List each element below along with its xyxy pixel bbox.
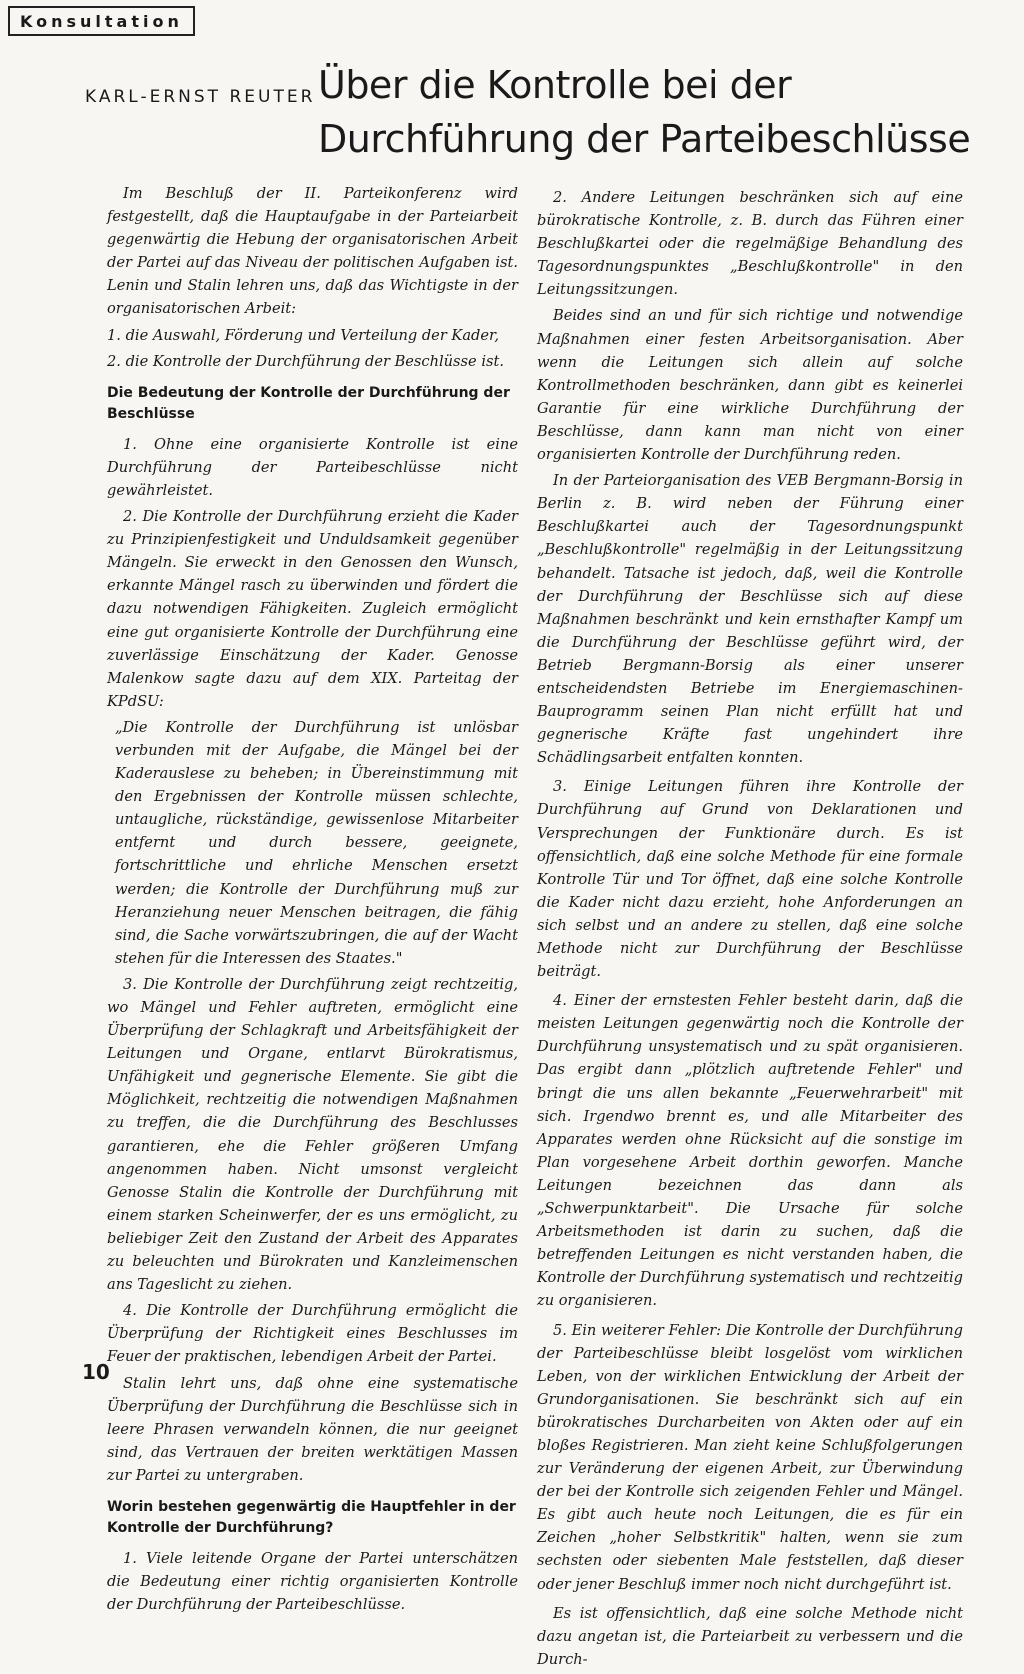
intro-paragraph: Im Beschluß der II. Parteikonferenz wird festgestellt, daß die Hauptaufgabe in der Parteiarbeit gegenwärtig die Hebung der organisatorischen Arbeit der Partei auf das Niveau der politischen Aufgaben ist. Lenin und Stalin lehren uns, daß das Wichtigste in der organisatorischen Arbeit: [107, 185, 518, 318]
paragraph: 2. Andere Leitungen beschränken sich auf eine bürokratische Kontrolle, z. B. durch das Führen einer Beschlußkartei oder die regelmäßige Behandlung des Tagesordnungspunktes „Beschlußkontrolle" in den Leitungssitzungen. [537, 189, 963, 299]
article-title: Über die Kontrolle bei der Durchführung der Parteibeschlüsse [318, 63, 971, 161]
paragraph: Es ist offensichtlich, daß eine solche Methode nicht dazu angetan ist, die Parteiarbeit zu verbessern und die Durch- [537, 1604, 963, 1668]
paragraph: Beides sind an und für sich richtige und notwendige Maßnahmen einer festen Arbeitsorganisation. Aber wenn die Leitungen sich allein auf solche Kontrollmethoden beschränken, dann gibt es keinerlei Garantie für eine wirkliche Durchführung der Beschlüsse, dann kann man nicht von einer organisierten Kontrolle der Durchführung reden. [537, 307, 963, 464]
paragraph: 4. Die Kontrolle der Durchführung ermöglicht die Überprüfung der Richtigkeit eines Beschlusses im Feuer der praktischen, lebendigen Arbeit der Partei. [107, 1302, 518, 1366]
section-heading: Worin bestehen gegenwärtig die Hauptfehler in der Kontrolle der Durchführung? [107, 1498, 516, 1536]
paragraph: 3. Einige Leitungen führen ihre Kontrolle der Durchführung auf Grund von Deklarationen und Versprechungen der Funktionäre durch. Es ist offensichtlich, daß eine solche Methode für eine formale Kontrolle Tür und Tor öffnet, daß eine solche Kontrolle die Kader nicht dazu erzieht, hohe Anforderungen an sich selbst und an andere zu stellen, daß eine solche Methode nicht zur Durchführung der Beschlüsse beiträgt. [537, 778, 963, 981]
left-column [107, 182, 518, 1619]
paragraph: 4. Einer der ernstesten Fehler besteht darin, daß die meisten Leitungen gegenwärtig noch die Kontrolle der Durchführung unsystematisch und zu spät organisieren. Das ergibt dann „plötzlich auftretende Fehler" und bringt die uns allen bekannte „Feuerwehrarbeit" mit sich. Irgendwo brennt es, und alle Mitarbeiter des Apparates werden ohne Rücksicht auf die sonstige im Plan vorgesehene Arbeit dorthin geworfen. Manche Leitungen bezeichnen das dann als „Schwerpunktarbeit". Die Ursache für solche Arbeitsmethoden ist darin zu suchen, daß die betreffenden Leitungen es nicht verstanden haben, die Kontrolle der Durchführung systematisch und rechtzeitig zu organisieren. [537, 992, 963, 1310]
author-name: KARL-ERNST REUTER [85, 87, 316, 107]
paragraph: 5. Ein weiterer Fehler: Die Kontrolle der Durchführung der Parteibeschlüsse bleibt losgelöst vom wirklichen Leben, von der wirklichen Entwicklung der Arbeit der Grundorganisationen. Sie beschränkt sich auf ein bürokratisches Durcharbeiten von Akten oder auf ein bloßes Registrieren. Man zieht keine Schlußfolgerungen zur Veränderung der eigenen Arbeit, zur Überwindung der bei der Kontrolle sich zeigenden Fehler und Mängel. Es gibt auch heute noch Leitungen, die es für ein Zeichen „hoher Selbstkritik" halten, wenn sie zum sechsten oder siebenten Male feststellen, daß dieser oder jener Beschluß immer noch nicht durchgeführt ist. [537, 1321, 963, 1593]
paragraph: Stalin lehrt uns, daß ohne eine systematische Überprüfung der Durchführung die Beschlüsse sich in leere Phrasen verwandeln können, die nur geeignet sind, das Vertrauen der breiten werktätigen Massen zur Partei zu untergraben. [107, 1374, 518, 1484]
paragraph: 3. Die Kontrolle der Durchführung zeigt rechtzeitig, wo Mängel und Fehler auftreten, ermöglicht eine Überprüfung der Schlagkraft und Arbeitsfähigkeit der Leitungen und Organe, entlarvt Bürokratismus, Unfähigkeit und gegnerische Elemente. Sie gibt die Möglichkeit, rechtzeitig die notwendigen Maßnahmen zu treffen, die die Durchführung des Beschlusses garantieren, ehe die Fehler größeren Umfang angenommen haben. Nicht umsonst vergleicht Genosse Stalin die Kontrolle der Durchführung mit einem starken Scheinwerfer, der es uns ermöglicht, zu beliebiger Zeit den Zustand der Arbeit des Apparates zu beleuchten und Bürokraten und Kanzleimenschen ans Tageslicht zu ziehen. [107, 975, 518, 1294]
page-number: 10 [82, 1360, 110, 1384]
right-column [537, 186, 963, 1674]
list-item: 2. die Kontrolle der Durchführung der Beschlüsse ist. [107, 352, 504, 370]
quote-text: „Die Kontrolle der Durchführung ist unlösbar verbunden mit der Aufgabe, die Mängel bei der Kaderauslese zu beheben; in Übereinstimmung mit den Ergebnissen der Kontrolle müssen schlechte, untaugliche, rückständige, gewissenlose Mitarbeiter entfernt und durch bessere, geeignete, fortschrittliche und ehrliche Menschen ersetzt werden; die Kontrolle der Durchführung muß zur Heranziehung neuer Menschen beitragen, die fähig sind, die Sache vorwärtszubringen, die auf der Wacht stehen für die Interessen des Staates." [115, 718, 518, 967]
section-heading: Die Bedeutung der Kontrolle der Durchführung der Beschlüsse [107, 384, 510, 422]
paragraph: In der Parteiorganisation des VEB Bergmann-Borsig in Berlin z. B. wird neben der Führung einer Beschlußkartei auch der Tagesordnungspunkt „Beschlußkontrolle" regelmäßig in der Leitungssitzung behandelt. Tatsache ist jedoch, daß, weil die Kontrolle der Durchführung der Beschlüsse sich auf diese Maßnahmen beschränkt und kein ernsthafter Kampf um die Durchführung der Beschlüsse geführt wird, der Betrieb Bergmann-Borsig als einer unserer entscheidendsten Betriebe im Energiemaschinen-Bauprogramm seinen Plan nicht erfüllt hat und gegnerische Kräfte fast ungehindert ihre Schädlingsarbeit entfalten konnten. [537, 472, 963, 767]
paragraph: 1. Viele leitende Organe der Partei unterschätzen die Bedeutung einer richtig organisierten Kontrolle der Durchführung der Parteibeschlüsse. [107, 1549, 518, 1614]
block-quote [107, 716, 518, 970]
list-item: 1. die Auswahl, Förderung und Verteilung der Kader, [107, 326, 500, 344]
section-label: Konsultation [8, 6, 195, 36]
paragraph: 1. Ohne eine organisierte Kontrolle ist eine Durchführung der Parteibeschlüsse nicht gewährleistet. [107, 435, 518, 499]
paragraph: 2. Die Kontrolle der Durchführung erzieht die Kader zu Prinzipienfestigkeit und Unduldsamkeit gegenüber Mängeln. Sie erweckt in den Genossen den Wunsch, erkannte Mängel rasch zu überwinden und fördert die dazu notwendigen Fähigkeiten. Zugleich ermöglicht eine gut organisierte Kontrolle der Durchführung eine zuverlässige Einschätzung der Kader. Genosse Malenkow sagte dazu auf dem XIX. Parteitag der KPdSU: [107, 508, 518, 710]
